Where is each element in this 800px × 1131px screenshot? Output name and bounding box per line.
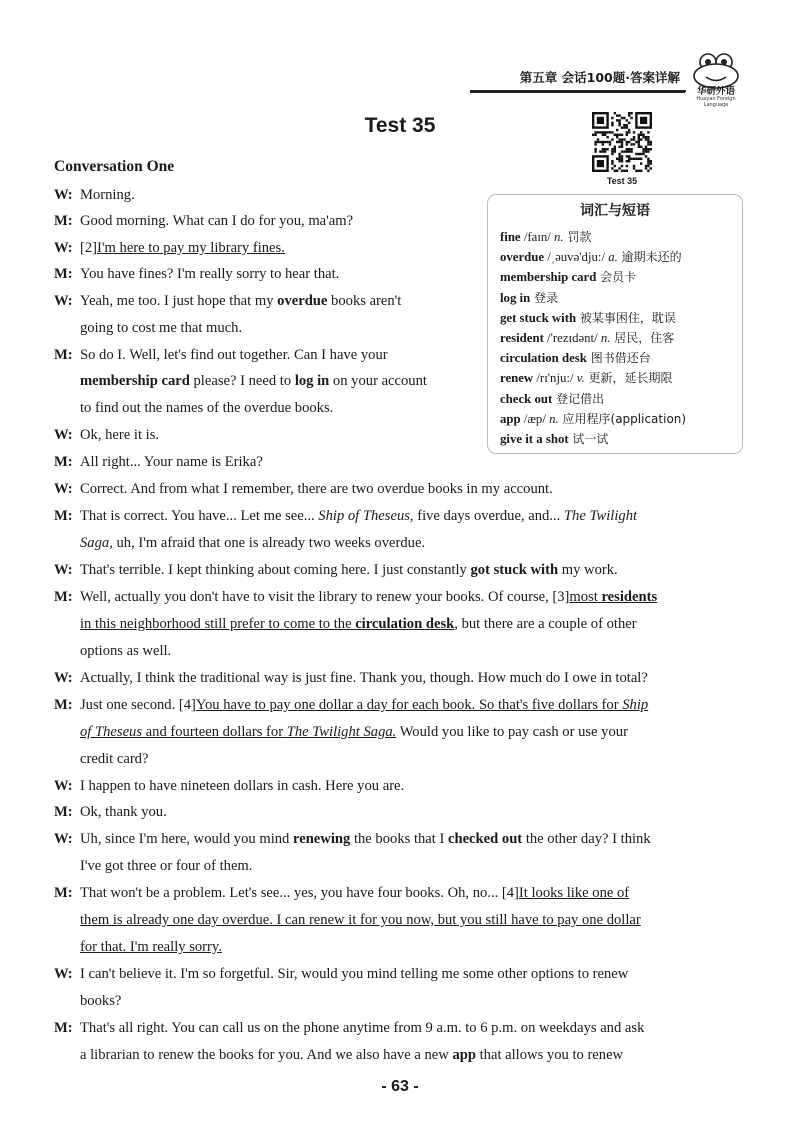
speaker-label: M: [54, 454, 73, 470]
highlight-text: log in [294, 373, 330, 389]
answer-key-text: circulation desk [355, 616, 455, 632]
speaker-label: W: [54, 481, 73, 497]
vocab-phonetic: /ˌəuvə'dju:/ [544, 250, 609, 265]
speaker-label: W: [54, 831, 73, 847]
dialogue-line [54, 186, 135, 204]
dialogue-text: , uh, I'm afraid that one is already two weeks overdue. [109, 535, 426, 551]
speaker-label: W: [54, 187, 73, 203]
dialogue-text: Morning. [80, 187, 135, 203]
dialogue-text: I happen to have nineteen dollars in cash. Here you are. [80, 778, 405, 794]
speaker-label: M: [54, 266, 73, 282]
dialogue-text: , but there are a couple of other [454, 616, 637, 632]
dialogue-line [80, 723, 628, 741]
speaker-label: W: [54, 966, 73, 982]
dialogue-line [54, 669, 648, 687]
speaker-label: M: [54, 885, 73, 901]
dialogue-line [54, 453, 263, 471]
vocab-row [500, 289, 558, 306]
vocab-meaning: 被某事困住，耽误 [576, 310, 676, 325]
speaker-label: M: [54, 213, 73, 229]
page-number: - 63 - [381, 1078, 419, 1095]
vocab-pos: n. [549, 411, 559, 426]
dialogue-text: Just one second. [4] [80, 697, 196, 713]
vocab-term: check out [500, 391, 553, 406]
vocab-meaning: 居民，住客 [610, 331, 675, 345]
vocab-title: 词汇与短语 [580, 203, 650, 219]
vocab-row [500, 349, 651, 366]
highlight-text: membership card [80, 373, 190, 389]
vocab-pos: v. [576, 371, 585, 386]
dialogue-text: books? [80, 993, 122, 1009]
dialogue-text: the other day? I think [522, 831, 651, 847]
speaker-label: M: [54, 804, 73, 820]
logo-subtext: Huayan Foreign Language [696, 96, 736, 108]
vocab-term: get stuck with [500, 310, 577, 325]
dialogue-text: Actually, I think the traditional way is just fine. Thank you, though. How much do I owe in total? [80, 670, 648, 686]
highlight-text: Ship of Theseus [318, 508, 410, 524]
answer-key-text: Ship [622, 697, 649, 713]
answer-key-text: The Twilight Saga. [286, 724, 397, 740]
dialogue-line [54, 588, 657, 606]
section-title: Conversation One [54, 158, 175, 175]
vocab-term: resident [500, 331, 544, 345]
dialogue-text: I've got three or four of them. [80, 858, 253, 874]
vocab-phonetic: /'rezɪdənt/ [543, 331, 601, 345]
dialogue-line [54, 212, 353, 230]
highlight-text: overdue [277, 293, 328, 309]
highlight-text: got stuck with [470, 562, 559, 578]
chapter-header: 第五章 会话100题·答案详解 [470, 68, 686, 92]
vocab-row [500, 430, 608, 447]
dialogue-text: Uh, since I'm here, would you mind [80, 831, 293, 847]
vocab-pos: n. [600, 331, 611, 345]
dialogue-text: Yeah, me too. I just hope that my [80, 293, 278, 309]
highlight-text: renewing [293, 831, 351, 847]
vocab-term: app [500, 411, 521, 426]
dialogue-text: a librarian to renew the books for you. And we also have a new [80, 1047, 453, 1063]
answer-key-text: You have to pay one dollar a day for each book. So that's five dollars for [195, 697, 623, 713]
speaker-label: M: [54, 697, 73, 713]
dialogue-text: the books that I [350, 831, 448, 847]
dialogue-line [54, 830, 651, 848]
speaker-label: W: [54, 562, 73, 578]
vocab-row [500, 248, 682, 265]
dialogue-line [80, 642, 171, 660]
answer-key-text: It looks like one of [518, 885, 630, 901]
highlight-text: app [452, 1047, 476, 1063]
vocab-row [500, 228, 591, 245]
vocab-meaning: 会员卡 [596, 270, 637, 285]
vocab-row [500, 309, 676, 326]
page-title: Test 35 [364, 114, 436, 137]
dialogue-text: That is correct. You have... Let me see... [80, 508, 319, 524]
answer-key-text: them is already one day overdue. I can renew it for you now, but you still have to pay one dollar [80, 912, 641, 928]
dialogue-text: [2] [80, 240, 98, 256]
dialogue-text: Would you like to pay cash or use your [396, 724, 628, 740]
answer-key-text: I'm here to pay my library fines. [97, 240, 285, 256]
vocab-pos: a. [608, 250, 618, 265]
vocab-meaning: 罚款 [563, 230, 592, 244]
header-rule [470, 92, 685, 93]
dialogue-text: please? I need to [189, 373, 295, 389]
speaker-label: W: [54, 670, 73, 686]
answer-key-text: of Theseus [80, 724, 143, 740]
highlight-text: checked out [447, 831, 523, 847]
dialogue-line [80, 911, 641, 929]
dialogue-line [54, 265, 339, 283]
dialogue-line [80, 399, 333, 417]
dialogue-text: to find out the names of the overdue books. [80, 400, 334, 416]
dialogue-line [80, 534, 425, 552]
dialogue-line [54, 480, 553, 498]
dialogue-line [80, 857, 252, 875]
vocab-meaning: 应用程序(application) [558, 411, 687, 426]
vocab-row [500, 268, 636, 285]
highlight-text: Saga [80, 535, 110, 551]
dialogue-text: Ok, here it is. [80, 427, 160, 443]
vocab-phonetic: /rɪ'nju:/ [533, 371, 577, 386]
speaker-label: M: [54, 347, 73, 363]
qr-label: Test 35 [606, 176, 638, 186]
dialogue-line [80, 750, 148, 768]
dialogue-text: on your account [329, 373, 427, 389]
speaker-label: M: [54, 1020, 73, 1036]
speaker-label: W: [54, 240, 73, 256]
dialogue-text: , five days overdue, and... [409, 508, 564, 524]
dialogue-line [54, 507, 637, 525]
dialogue-text: I can't believe it. I'm so forgetful. Sir, would you mind telling me some other options to renew [80, 966, 629, 982]
answer-key-text: residents [601, 589, 658, 605]
dialogue-text: Well, actually you don't have to visit the library to renew your books. Of course, [3] [80, 589, 570, 605]
vocab-meaning: 图书借还台 [586, 351, 651, 366]
dialogue-line [54, 965, 628, 983]
vocab-term: overdue [500, 250, 545, 265]
vocab-term: circulation desk [500, 351, 587, 366]
dialogue-text: That's all right. You can call us on the phone anytime from 9 a.m. to 6 p.m. on weekdays and ask [80, 1020, 645, 1036]
vocab-term: give it a shot [500, 432, 569, 446]
answer-key-text: for that. I'm really sorry. [80, 939, 222, 955]
dialogue-text: Correct. And from what I remember, there are two overdue books in my account. [80, 481, 553, 497]
dialogue-text: going to cost me that much. [80, 320, 243, 336]
vocab-phonetic: /faɪn/ [520, 230, 555, 244]
vocab-meaning: 逾期未还的 [617, 250, 682, 265]
answer-key-text: and fourteen dollars for [142, 724, 287, 740]
vocab-pos: n. [554, 230, 564, 244]
vocab-row [500, 390, 604, 407]
logo-text: 华研外语 [696, 86, 735, 97]
dialogue-line [54, 426, 159, 444]
dialogue-line [54, 1019, 644, 1037]
dialogue-line [80, 992, 121, 1010]
dialogue-line [80, 615, 637, 633]
dialogue-text: that allows you to renew [475, 1047, 624, 1063]
dialogue-text: options as well. [80, 643, 172, 659]
dialogue-text: That's terrible. I kept thinking about coming here. I just constantly [80, 562, 471, 578]
vocab-term: renew [500, 371, 534, 386]
dialogue-line [54, 803, 167, 821]
dialogue-text: books aren't [327, 293, 402, 309]
answer-key-text: most [569, 589, 602, 605]
vocab-meaning: 更新，延长期限 [584, 371, 673, 386]
vocab-meaning: 试一试 [568, 432, 609, 446]
vocab-row [500, 369, 672, 386]
dialogue-line [54, 696, 648, 714]
dialogue-line [80, 372, 427, 390]
dialogue-text: That won't be a problem. Let's see... yes, you have four books. Oh, no... [4] [80, 885, 519, 901]
dialogue-line [54, 346, 388, 364]
dialogue-line [54, 884, 629, 902]
dialogue-line [54, 777, 404, 795]
dialogue-line [54, 239, 285, 257]
vocab-term: membership card [500, 270, 597, 285]
answer-key-text: in this neighborhood still prefer to come to the [80, 616, 356, 632]
vocab-term: fine [500, 230, 521, 244]
dialogue-text: Ok, thank you. [80, 804, 167, 820]
qr-code-icon[interactable] [592, 112, 652, 172]
vocab-meaning: 登记借出 [552, 391, 605, 406]
speaker-label: W: [54, 293, 73, 309]
vocab-row [500, 329, 674, 346]
speaker-label: M: [54, 508, 73, 524]
dialogue-text: So do I. Well, let's find out together. Can I have your [80, 347, 388, 363]
dialogue-text: credit card? [80, 751, 149, 767]
speaker-label: M: [54, 589, 73, 605]
vocab-term: log in [500, 290, 531, 305]
dialogue-text: Good morning. What can I do for you, ma'am? [80, 213, 354, 229]
highlight-text: The Twilight [563, 508, 638, 524]
speaker-label: W: [54, 778, 73, 794]
dialogue-line [54, 292, 401, 310]
dialogue-text: All right... Your name is Erika? [80, 454, 263, 470]
dialogue-text: my work. [558, 562, 618, 578]
vocab-phonetic: /æp/ [520, 411, 550, 426]
dialogue-text: You have fines? I'm really sorry to hear that. [80, 266, 340, 282]
speaker-label: W: [54, 427, 73, 443]
dialogue-line [80, 319, 242, 337]
dialogue-line [80, 1046, 623, 1064]
vocab-meaning: 登录 [530, 290, 559, 305]
dialogue-line [54, 561, 618, 579]
dialogue-line [80, 938, 222, 956]
vocab-row [500, 410, 686, 427]
